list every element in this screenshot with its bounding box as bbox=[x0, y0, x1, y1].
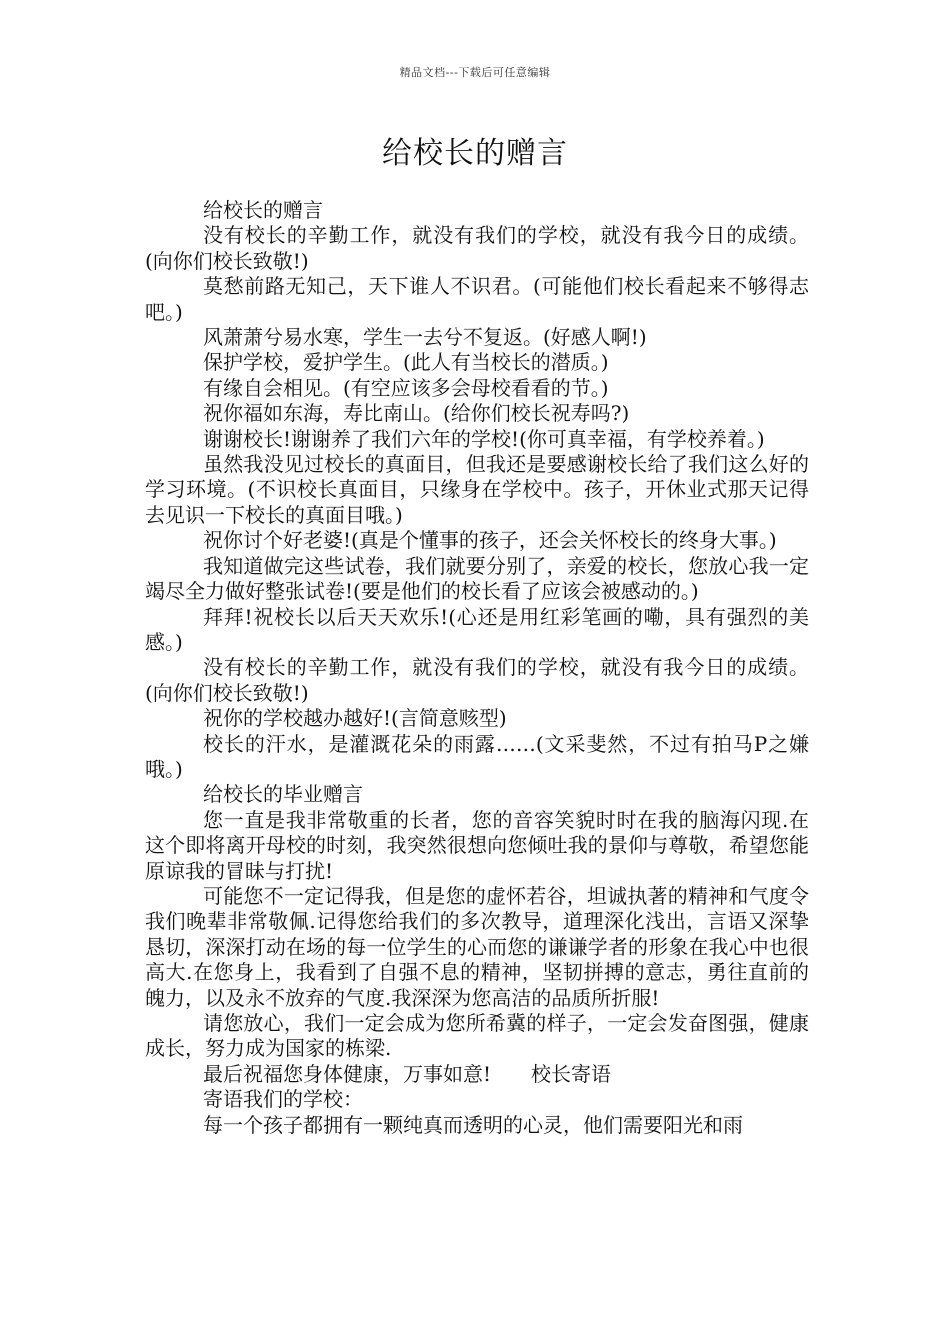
document-body bbox=[145, 198, 809, 1138]
paragraph: 可能您不一定记得我，但是您的虚怀若谷，坦诚执著的精神和气度令我们晚辈非常敬佩.记得您给我们的多次教导，道理深化浅出，言语又深挚恳切，深深打动在场的每一位学生的心而您的谦谦学者的形象在我心中也很高大.在您身上，我看到了自强不息的精神，坚韧拼搏的意志，勇往直前的魄力，以及永不放弃的气度.我深深为您高洁的品质所折服! bbox=[145, 883, 809, 1010]
paragraph: 祝你讨个好老婆!(真是个懂事的孩子，还会关怀校长的终身大事。) bbox=[203, 528, 777, 553]
paragraph: 请您放心，我们一定会成为您所希冀的样子，一定会发奋图强，健康成长，努力成为国家的栋梁. bbox=[145, 1011, 809, 1061]
paragraph: 您一直是我非常敬重的长者，您的音容笑貌时时在我的脑海闪现.在这个即将离开母校的时刻，我突然很想向您倾吐我的景仰与尊敬，希望您能原谅我的冒昧与打扰! bbox=[145, 807, 809, 883]
paragraph: 我知道做完这些试卷，我们就要分别了，亲爱的校长，您放心我一定竭尽全力做好整张试卷!(要是他们的校长看了应该会被感动的。) bbox=[145, 553, 809, 604]
paragraph: 给校长的赠言 bbox=[203, 198, 323, 222]
paragraph: 虽然我没见过校长的真面目，但我还是要感谢校长给了我们这么好的学习环境。(不识校长真面目，只缘身在学校中。孩子，开休业式那天记得去见识一下校长的真面目哦。) bbox=[145, 452, 809, 527]
paragraph: 最后祝福您身体健康，万事如意! 校长寄语 bbox=[203, 1061, 612, 1086]
paragraph: 风萧萧兮易水寒，学生一去兮不复返。(好感人啊!) bbox=[203, 325, 647, 350]
paragraph: 莫愁前路无知己，天下谁人不识君。(可能他们校长看起来不够得志吧。) bbox=[145, 274, 809, 324]
paragraph: 没有校长的辛勤工作，就没有我们的学校，就没有我今日的成绩。(向你们校长致敬!) bbox=[145, 655, 809, 705]
paragraph: 祝你的学校越办越好!(言简意赅型) bbox=[203, 706, 507, 731]
paragraph: 每一个孩子都拥有一颗纯真而透明的心灵，他们需要阳光和雨 bbox=[203, 1112, 743, 1137]
paragraph: 拜拜!祝校长以后天天欢乐!(心还是用红彩笔画的嘞，具有强烈的美感。) bbox=[145, 604, 809, 654]
paragraph: 保护学校，爱护学生。(此人有当校长的潜质。) bbox=[203, 350, 609, 375]
paragraph: 寄语我们的学校： bbox=[203, 1087, 363, 1112]
paragraph: 校长的汗水，是灌溉花朵的雨露……(文采斐然，不过有拍马P之嫌哦。) bbox=[145, 731, 809, 781]
document-title: 给校长的赠言 bbox=[382, 136, 568, 171]
paragraph: 祝你福如东海，寿比南山。(给你们校长祝寿吗?) bbox=[203, 401, 630, 426]
header-note: 精品文档---下载后可任意编辑 bbox=[399, 66, 551, 79]
paragraph: 谢谢校长!谢谢养了我们六年的学校!(你可真幸福，有学校养着。) bbox=[203, 426, 765, 451]
paragraph: 没有校长的辛勤工作，就没有我们的学校，就没有我今日的成绩。(向你们校长致敬!) bbox=[145, 223, 809, 273]
paragraph: 给校长的毕业赠言 bbox=[203, 782, 363, 807]
paragraph: 有缘自会相见。(有空应该多会母校看看的节。) bbox=[203, 375, 609, 400]
